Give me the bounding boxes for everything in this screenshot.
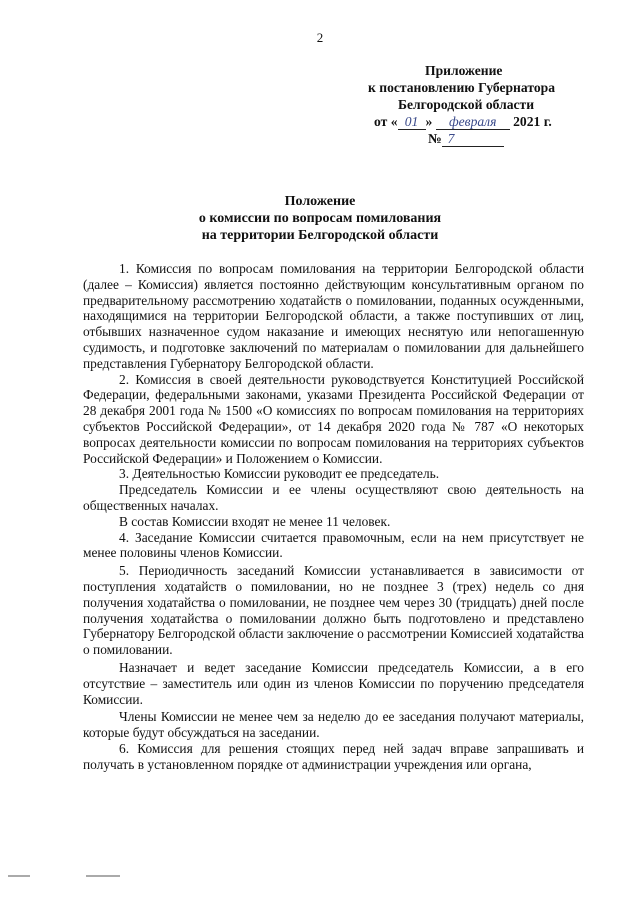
document-title [0,193,640,244]
appendix-header [360,62,580,147]
paragraph: Назначает и ведет заседание Комиссии председатель Комиссии, а в его отсутствие – заместитель или один из членов Комиссии по поручению председателя Комиссии. [83,659,584,707]
appendix-date [360,113,580,130]
title-line-3: на территории Белгородской области [201,228,439,243]
scan-edge-marks [0,875,640,883]
appendix-title: Приложение [425,63,503,78]
appendix-region: Белгородской области [398,97,535,112]
page-number: 2 [316,30,324,45]
paragraph: Председатель Комиссии и ее члены осуществляют свою деятельность на общественных началах. [83,482,584,513]
paragraph: Члены Комиссии не менее чем за неделю до ее заседания получают материалы, которые будут обсуждаться на заседании. [83,709,584,741]
document-body [83,261,584,773]
paragraph: В состав Комиссии входят не менее 11 человек. [119,513,391,529]
date-mid: » [425,114,433,129]
title-line-1: Положение [284,194,356,209]
appendix-number [360,130,580,147]
paragraph: 5. Периодичность заседаний Комиссии устанавливается в зависимости от поступления ходатайств о помиловании, но не позднее 3 (трех) недель со дня получения ходатайства о помиловании, не позднее чем через 30 (тридцать) дней после получения ходатайства о помиловании должно быть подготовлено и представлено Губернатору Белгородской области заключение о рассмотрении Комиссией ходатайства о помиловании. [83,563,584,658]
number-prefix: № [428,131,442,146]
paragraph: 2. Комиссия в своей деятельности руководствуется Конституцией Российской Федерации, федеральными законами, указами Президента Российской Федерации от 28 декабря 2001 года № 1500 «О комиссиях по вопросам помилования на территориях субъектов Российской Федерации», от 14 декабря 2020 года № 787 «О некоторых вопросах деятельности комиссии по вопросам помилования на территориях субъектов Российской Федерации» и Положением о Комиссии. [83,371,584,466]
title-line-2: о комиссии по вопросам помилования [198,211,442,226]
paragraph: 3. Деятельностью Комиссии руководит ее председатель. [119,466,440,482]
scan-mark [8,875,30,877]
date-suffix: 2021 г. [513,114,552,129]
date-month-handwritten: февраля [436,115,510,130]
scan-mark [86,875,120,877]
date-day-handwritten: 01 [398,115,426,130]
appendix-resolution: к постановлению Губернатора [368,80,555,95]
paragraph: 1. Комиссия по вопросам помилования на территории Белгородской области (далее – Комиссия) является постоянно действующим консультативным органом по предварительному рассмотрению ходатайств о помиловании, поданных осужденными, находящимися на территории Белгородской области, а также поступивших от лиц, отбывших назначенное судом наказание и имеющих неснятую или непогашенную судимость, и подготовке заключений по материалам о помиловании для дальнейшего представления Губернатору Белгородской области. [83,261,584,371]
number-handwritten: 7 [442,132,504,147]
paragraph: 4. Заседание Комиссии считается правомочным, если на нем присутствует не менее половины членов Комиссии. [83,529,584,561]
paragraph: 6. Комиссия для решения стоящих перед ней задач вправе запрашивать и получать в установленном порядке от администрации учреждения или органа, [83,740,584,772]
date-prefix: от « [374,114,398,129]
